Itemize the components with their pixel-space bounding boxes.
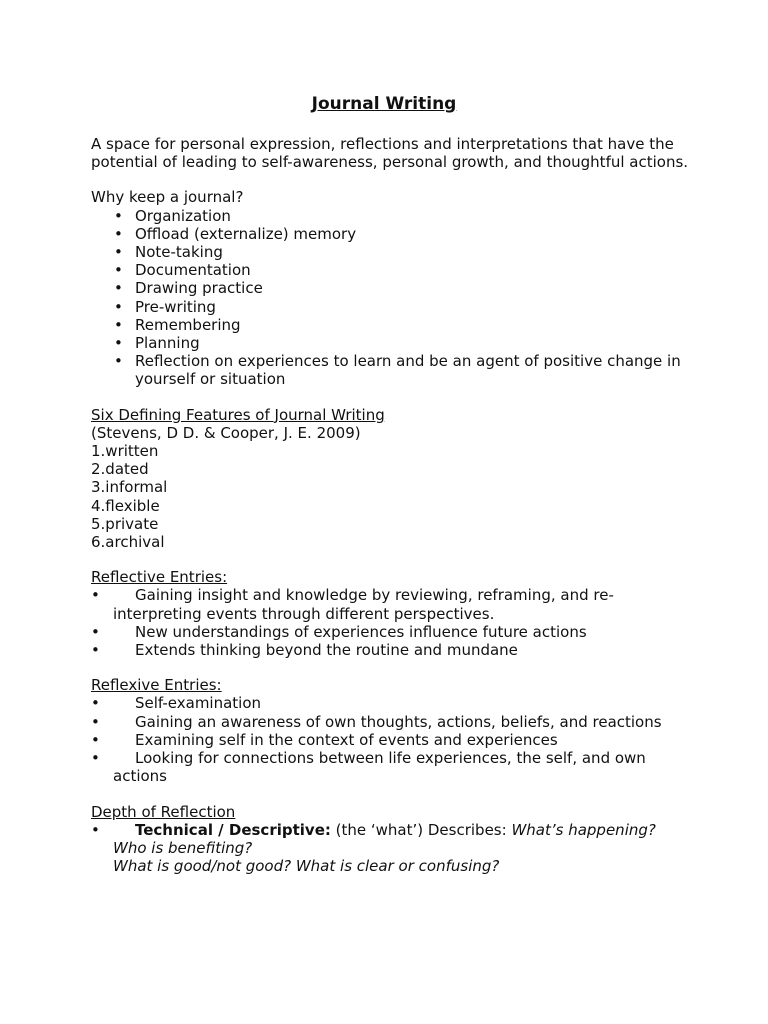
list-item: • Documentation bbox=[91, 261, 691, 279]
document-body bbox=[91, 135, 691, 875]
why-heading: Why keep a journal? bbox=[91, 188, 244, 207]
feature-item: 2.dated bbox=[91, 460, 149, 479]
reflective-list bbox=[91, 586, 691, 659]
feature-item: 3.informal bbox=[91, 478, 168, 497]
list-item: • Looking for connections between life experiences, the self, and own actions bbox=[91, 749, 691, 785]
list-item bbox=[91, 821, 691, 876]
depth-list bbox=[91, 821, 691, 876]
list-item: • Drawing practice bbox=[91, 279, 691, 297]
intro-paragraph: A space for personal expression, reflections and interpretations that have the potential of leading to self-awareness, personal growth, and thoughtful actions. bbox=[91, 135, 689, 172]
depth-question: Who is benefiting? bbox=[113, 838, 253, 857]
depth-label: Technical / Descriptive: bbox=[135, 820, 331, 839]
list-item: • Pre-writing bbox=[91, 298, 691, 316]
list-item: • Note-taking bbox=[91, 243, 691, 261]
depth-heading: Depth of Reflection bbox=[91, 802, 236, 821]
six-features-heading: Six Defining Features of Journal Writing bbox=[91, 405, 385, 424]
feature-item: 1.written bbox=[91, 442, 159, 461]
reflexive-list bbox=[91, 694, 691, 785]
list-item: • Offload (externalize) memory bbox=[91, 225, 691, 243]
list-item: • Gaining an awareness of own thoughts, actions, beliefs, and reactions bbox=[91, 713, 691, 731]
list-item: • Examining self in the context of events and experiences bbox=[91, 731, 691, 749]
depth-question: What’s happening? bbox=[511, 820, 656, 839]
document-title: Journal Writing bbox=[311, 94, 457, 114]
depth-question: What is good/not good? What is clear or confusing? bbox=[113, 857, 500, 876]
six-features-citation: (Stevens, D D. & Cooper, J. E. 2009) bbox=[91, 423, 361, 442]
list-item: • Self-examination bbox=[91, 694, 691, 712]
list-item: • Extends thinking beyond the routine and mundane bbox=[91, 641, 691, 659]
reflexive-heading: Reflexive Entries: bbox=[91, 676, 222, 695]
reflective-heading: Reflective Entries: bbox=[91, 568, 228, 587]
list-item: • Gaining insight and knowledge by reviewing, reframing, and re-interpreting events through different perspectives. bbox=[91, 586, 691, 622]
feature-item: 5.private bbox=[91, 514, 159, 533]
list-item: • Reflection on experiences to learn and be an agent of positive change in yourself or situation bbox=[91, 352, 691, 388]
depth-text: (the ‘what’) Describes: bbox=[330, 820, 512, 839]
list-item: • Organization bbox=[91, 207, 691, 225]
why-list bbox=[91, 207, 691, 389]
list-item: • Remembering bbox=[91, 316, 691, 334]
feature-item: 6.archival bbox=[91, 533, 165, 552]
list-item: • Planning bbox=[91, 334, 691, 352]
list-item: • New understandings of experiences influence future actions bbox=[91, 623, 691, 641]
feature-item: 4.flexible bbox=[91, 496, 160, 515]
